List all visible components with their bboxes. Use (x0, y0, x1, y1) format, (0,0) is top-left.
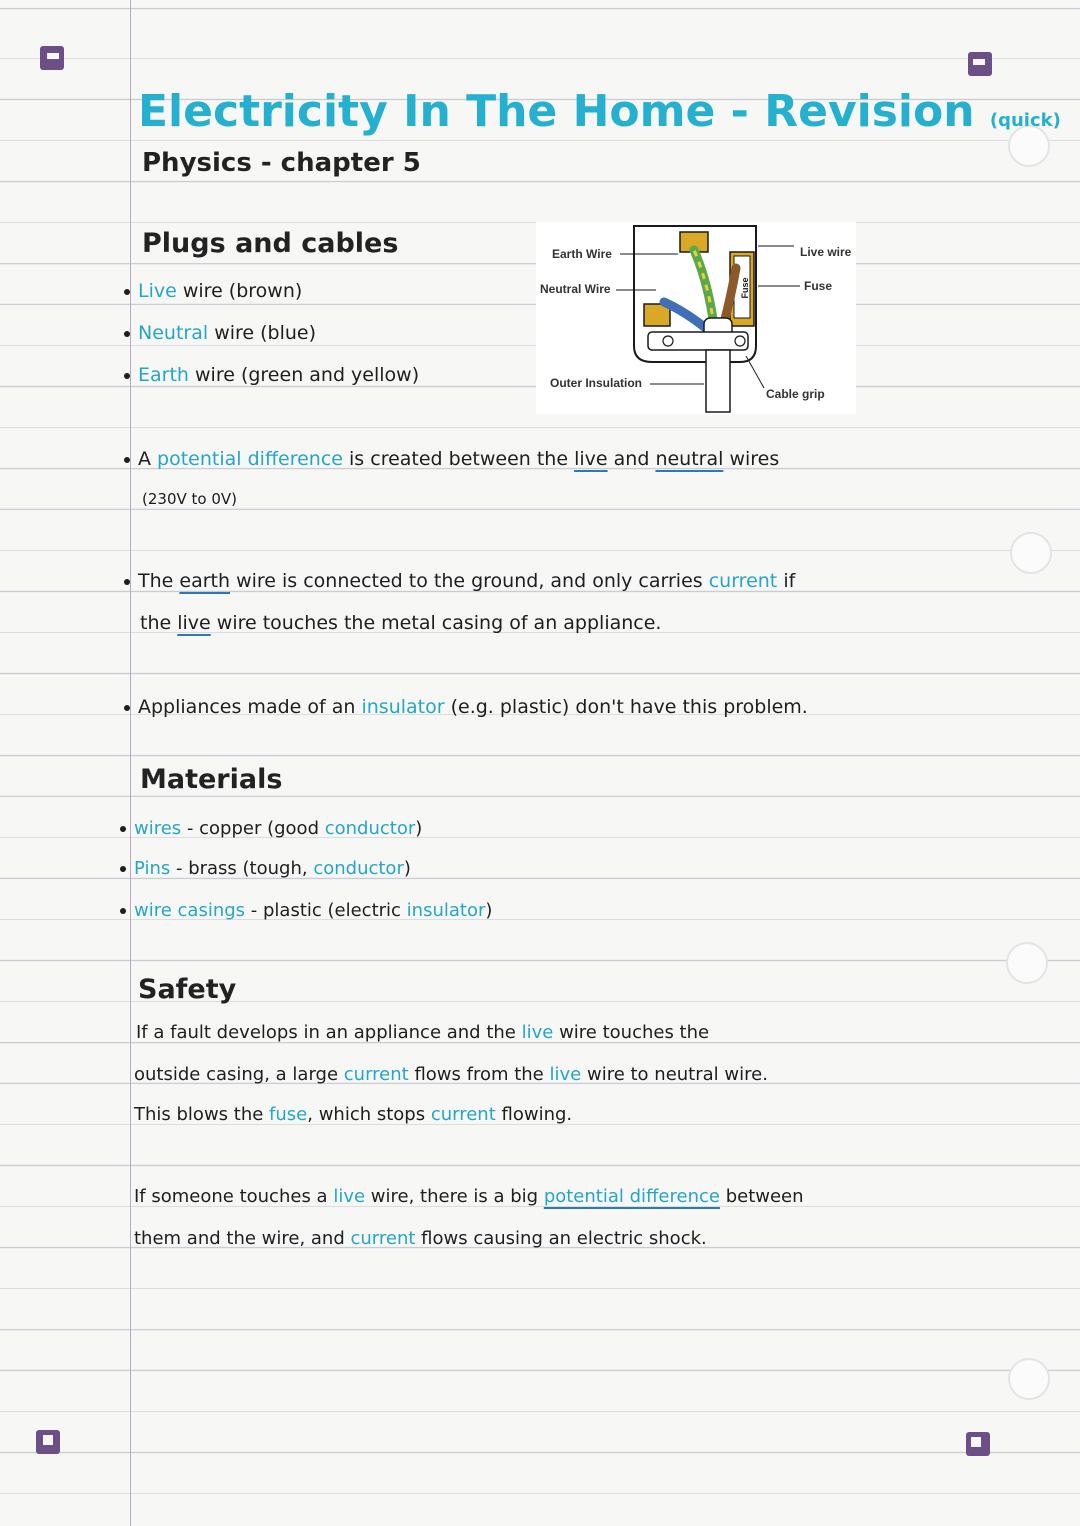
bullet (120, 866, 126, 872)
materials-list-item: wire casings - plastic (electric insulator) (120, 900, 492, 921)
safety-paragraph-2-line-1: If someone touches a live wire, there is a big potential difference between (134, 1186, 804, 1207)
label-live-wire: Live wire (800, 245, 852, 259)
paragraph-insulator: Appliances made of an insulator (e.g. plastic) don't have this problem. (124, 696, 808, 718)
title-qualifier: (quick) (989, 110, 1061, 131)
wire-list-item: Live wire (brown) (124, 280, 302, 302)
section-heading-materials: Materials (140, 764, 283, 795)
section-heading-safety: Safety (138, 974, 237, 1005)
label-neutral-wire: Neutral Wire (540, 282, 611, 296)
punch-hole (1008, 1358, 1050, 1400)
outer-insulation-cable (706, 350, 730, 412)
safety-paragraph-1-line-3: This blows the fuse, which stops current flowing. (134, 1104, 573, 1125)
safety-paragraph-1-line-2: outside casing, a large current flows from the live wire to neutral wire. (134, 1064, 768, 1085)
punch-hole (1010, 532, 1052, 574)
bullet (124, 457, 130, 463)
materials-list-item: wires - copper (good conductor) (120, 818, 422, 839)
margin-line (130, 0, 131, 1526)
bullet (120, 908, 126, 914)
grip-screw (663, 336, 673, 346)
wire-list-item: Neutral wire (blue) (124, 322, 316, 344)
label-earth-wire: Earth Wire (552, 247, 612, 261)
corner-mark-bottom-left (36, 1430, 60, 1454)
fuse-text: Fuse (740, 277, 750, 299)
corner-mark-bottom-right (966, 1432, 990, 1456)
bullet (124, 289, 130, 295)
label-cable-grip: Cable grip (766, 387, 825, 401)
voltage-range: (230V to 0V) (142, 490, 237, 508)
page-title: Electricity In The Home - Revision (quick) (138, 86, 1061, 137)
label-fuse: Fuse (804, 279, 833, 293)
corner-mark-top-left (40, 46, 64, 70)
paragraph-earth-wire-line2: the live wire touches the metal casing of an appliance. (140, 612, 662, 634)
bullet (120, 826, 126, 832)
bullet (124, 331, 130, 337)
safety-paragraph-2-line-2: them and the wire, and current flows causing an electric shock. (134, 1228, 707, 1249)
bullet (124, 373, 130, 379)
paragraph-potential-difference: A potential difference is created between the live and neutral wires (124, 448, 779, 470)
label-outer-insulation: Outer Insulation (550, 376, 643, 390)
safety-paragraph-1-line-1: If a fault develops in an appliance and the live wire touches the (136, 1022, 710, 1043)
corner-mark-top-right (968, 52, 992, 76)
bullet (124, 705, 130, 711)
section-heading-plugs: Plugs and cables (142, 228, 399, 259)
grip-screw (735, 336, 745, 346)
plug-diagram (536, 222, 856, 414)
page-subtitle: Physics - chapter 5 (142, 148, 421, 178)
bullet (124, 579, 130, 585)
paragraph-earth-wire: The earth wire is connected to the ground, and only carries current if (124, 570, 795, 592)
wire-list-item: Earth wire (green and yellow) (124, 364, 419, 386)
materials-list-item: Pins - brass (tough, conductor) (120, 858, 411, 879)
punch-hole (1006, 942, 1048, 984)
